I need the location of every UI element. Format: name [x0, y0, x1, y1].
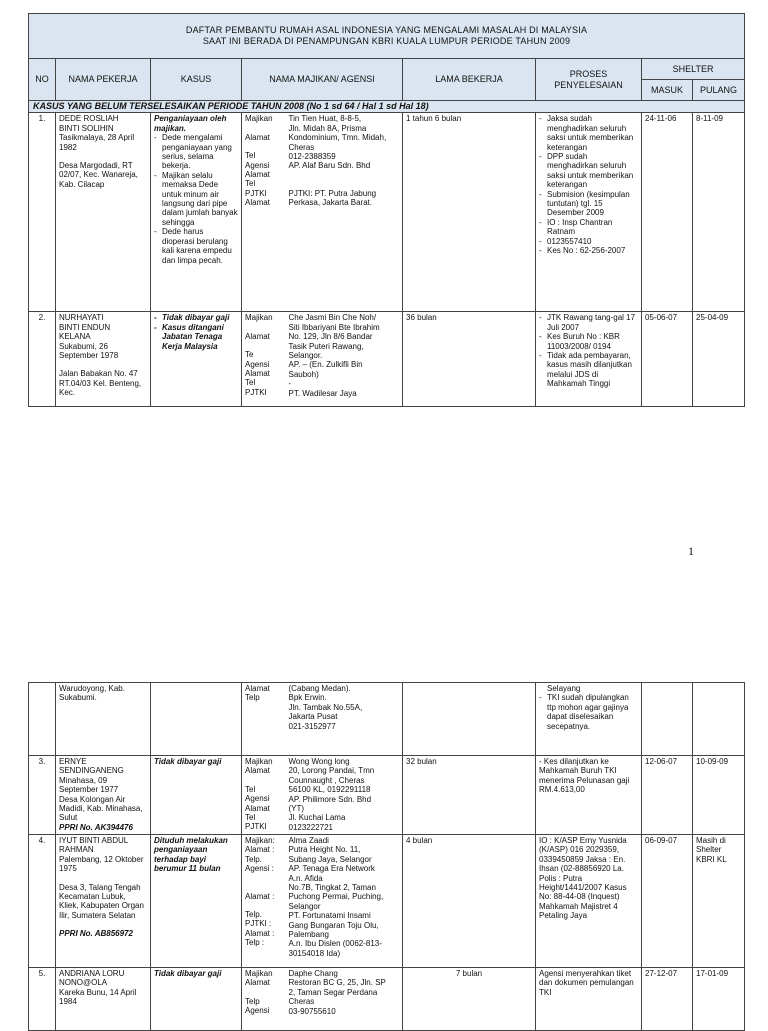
work-duration: 7 bulan [403, 968, 536, 1031]
label: Telp [245, 693, 260, 703]
detail-line: Restoran BC G, 25, Jln. SP [288, 978, 386, 988]
process-item: - TKI sudah dipulangkan ttp mohon agar gajinya dapat diselesaikan secepatnya. [539, 693, 638, 731]
process-item: - Kes Buruh No : KBR 11003/2008/ 0194 [539, 332, 638, 351]
worker-birth: Kareka Bunu, 14 April 1984 [59, 987, 137, 1007]
worker-address: Warudoyong, Kab. Sukabumi. [56, 683, 151, 756]
employer-labels [242, 756, 286, 835]
label: Agensi [245, 1006, 270, 1016]
process-item: - IO : Insp Chantran Ratnam [539, 218, 638, 237]
detail-line: Jl. Kuchai Lama [288, 813, 346, 823]
shelter-masuk: 24-11-06 [642, 113, 693, 312]
shelter-masuk: 05-06-07 [642, 312, 693, 407]
employer-details [286, 968, 403, 1031]
worker-name: BINTI SOLIHIN [59, 123, 114, 133]
label: Alamat [245, 170, 270, 180]
document-title [29, 14, 745, 59]
worker-address: Desa 3, Talang Tengah Kecamatan Lubuk, Kliek, Kabupaten Organ Ilir, Sumatera Selatan [59, 882, 144, 920]
label: Telp : [245, 938, 265, 948]
detail-line: AP. Tenaga Era Network [288, 864, 375, 874]
detail-line: Counnaught , Cheras [288, 775, 365, 785]
label: PJTKI [245, 188, 267, 198]
detail-line: Wong Wong long [288, 757, 350, 766]
detail-line: A.n. Afida [288, 873, 323, 883]
detail-line: 30154018 Ida) [288, 948, 341, 958]
detail-line: A.n. Ibu Dislen (0062-813- [288, 939, 382, 949]
detail-line: AP. Philimore Sdn. Bhd [288, 794, 372, 804]
worker-name: RAHMAN [59, 845, 94, 855]
label: Agensi [245, 359, 270, 369]
label: Telp. [245, 910, 262, 920]
case-item: - Majikan selalu memaksa Dede untuk minum air langsung dari pipe dalam jumlah banyak sehingga [154, 171, 238, 227]
detail-line: AP. – (En. Zulkifli Bin [288, 360, 363, 370]
detail-line: Selangor [288, 901, 321, 911]
label: Alamat [245, 198, 270, 208]
worker-birth: Tasikmalaya, 28 April 1982 [59, 133, 135, 152]
row-number: 1. [29, 113, 56, 312]
shelter-pulang: 17-01-09 [693, 968, 745, 1031]
column-header-majikan: NAMA MAJIKAN/ AGENSI [242, 59, 403, 101]
shelter-masuk: 06-09-07 [642, 835, 693, 968]
section-title: KASUS YANG BELUM TERSELESAIKAN PERIODE TAHUN 2008 (No 1 sd 64 / Hal 1 sd Hal 18) [29, 101, 745, 113]
worker-name: NURHAYATI [59, 313, 104, 323]
passport-number: PPRI No. AK394476 [59, 822, 133, 832]
detail-line: 20, Lorong Pandai, Tmn [288, 766, 375, 776]
shelter-pulang: 8-11-09 [693, 113, 745, 312]
settlement-process [536, 113, 642, 312]
employer-details [286, 835, 403, 968]
row-number: 2. [29, 312, 56, 407]
detail-line: 012-2388359 [288, 152, 336, 162]
detail-line: Cheras [288, 997, 315, 1007]
detail-line: Selangor. [288, 351, 323, 361]
detail-line: Palembang [288, 930, 329, 940]
column-header-nama: NAMA PEKERJA [56, 59, 151, 101]
label: Majikan [245, 114, 273, 124]
label: Alamat : [245, 891, 275, 901]
process-item: - JTK Rawang tang-gal 17 Juli 2007 [539, 313, 638, 332]
column-header-lama: LAMA BEKERJA [403, 59, 536, 101]
detail-line: (Cabang Medan). [288, 684, 351, 693]
worker-birth: Sukabumi, 26 September 1978 [59, 341, 119, 361]
worker-info [56, 113, 151, 312]
detail-line: - [288, 379, 292, 389]
detail-line: Daphe Chang [288, 969, 338, 978]
worker-info [56, 312, 151, 407]
detail-line: Bpk Erwin. [288, 693, 327, 703]
row-number: 5. [29, 968, 56, 1031]
worker-address: Desa Margodadi, RT 02/07, Kec. Wanareja, Kab. Cilacap [59, 161, 138, 189]
work-duration: 1 tahun 6 bulan [403, 113, 536, 312]
column-header-pulang: PULANG [693, 80, 745, 101]
label: Majikan [245, 313, 273, 323]
label: Tel [245, 378, 256, 388]
employer-details [286, 312, 403, 407]
process-item: Selayang [547, 684, 581, 693]
label: Telp. [245, 854, 262, 864]
detail-line: 021-3152977 [288, 721, 336, 731]
case-description [151, 113, 242, 312]
label: Alamat [245, 331, 270, 341]
employer-details [286, 756, 403, 835]
worker-birth: Palembang, 12 Oktober 1975 [59, 854, 144, 874]
case-table-page-2 [28, 682, 745, 1031]
work-duration: 32 bulan [403, 756, 536, 835]
shelter-pulang: Masih di Shelter KBRI KL [693, 835, 745, 968]
worker-name: ERNYE [59, 757, 87, 766]
detail-line: PT. Wadilesar Jaya [288, 388, 357, 398]
shelter-masuk: 12-06-07 [642, 756, 693, 835]
detail-line: 03-90755610 [288, 1006, 336, 1016]
table-row [29, 968, 745, 1031]
label: Alamat [245, 978, 270, 988]
detail-line: Jakarta Pusat [288, 712, 338, 722]
table-row [29, 113, 745, 312]
process-item: - DPP sudah menghadirkan seluruh saksi untuk memberikan keterangan [539, 152, 638, 190]
label: Alamat [245, 766, 270, 776]
detail-line: No. 129, Jln 8/6 Bandar [288, 332, 373, 342]
detail-line: Subang Jaya, Selangor [288, 854, 372, 864]
case-description: Tidak dibayar gaji [151, 756, 242, 835]
passport-number: PPRI No. AB856972 [59, 929, 133, 939]
title-line-2: SAAT INI BERADA DI PENAMPUNGAN KBRI KUALA LUMPUR PERIODE TAHUN 2009 [202, 36, 571, 46]
column-header-masuk: MASUK [642, 80, 693, 101]
detail-line: (YT) [288, 804, 305, 814]
table-row [29, 835, 745, 968]
employer-labels [242, 312, 286, 407]
detail-line: 0123222721 [288, 822, 333, 832]
label: Telp [245, 996, 260, 1006]
employer-labels [242, 835, 286, 968]
worker-name: KELANA [59, 332, 91, 342]
detail-line: Sauboh) [288, 369, 319, 379]
process-item: - Jaksa sudah menghadirkan seluruh saksi untuk memberikan keterangan [539, 114, 638, 152]
worker-name: BINTI ENDUN [59, 322, 111, 332]
detail-line: Che Jasmi Bin Che Noh/ [288, 313, 377, 323]
label: Majikan [245, 969, 273, 978]
employer-details [286, 683, 403, 756]
label: Te [245, 350, 254, 360]
detail-line: PJTKI: PT. Putra Jabung [288, 188, 377, 198]
worker-info [56, 968, 151, 1031]
worker-name: IYUT BINTI ABDUL [59, 836, 129, 845]
page-number: 1 [688, 544, 694, 558]
label: Alamat [245, 132, 270, 142]
detail-line: Jln. Tambak No.55A, [288, 702, 363, 712]
worker-info [56, 756, 151, 835]
label: Tel [245, 151, 256, 161]
employer-details [286, 113, 403, 312]
detail-line: Tin Tien Huat, 8-8-5, [288, 114, 362, 124]
worker-address: Jalan Babakan No. 47 RT.04/03 Kel. Benteng, Kec. [59, 369, 142, 398]
worker-name: ANDRIANA LORU [59, 969, 125, 978]
case-description [151, 312, 242, 407]
detail-line: Gang Bungaran Toju Olu, [288, 920, 379, 930]
case-description: Tidak dibayar gaji [151, 968, 242, 1031]
detail-line: 56100 KL, 0192291118 [288, 785, 371, 795]
label: Tel [245, 179, 256, 189]
detail-line: Putra Height No. 11, [288, 845, 361, 855]
label: Agensi : [245, 864, 274, 874]
case-item: - Tidak dibayar gaji [154, 313, 238, 322]
settlement-process [536, 683, 642, 756]
column-header-kasus: KASUS [151, 59, 242, 101]
case-description: Dituduh melakukan penganiayaan terhadap bayi berumur 11 bulan [151, 835, 242, 968]
table-row [29, 312, 745, 407]
detail-line: Perkasa, Jakarta Barat. [288, 198, 373, 208]
process-item: - Submision (kesimpulan tuntutan) tgl. 15 Desember 2009 [539, 190, 638, 218]
detail-line: Siti Ibbariyani Bte Ibrahim [288, 322, 380, 332]
label: Majikan: [245, 836, 275, 845]
detail-line: Puchong Permai, Puching, [288, 892, 384, 902]
settlement-process [536, 312, 642, 407]
employer-labels [242, 968, 286, 1031]
column-header-proses: PROSES PENYELESAIAN [536, 59, 642, 101]
label: PJTKI : [245, 919, 272, 929]
settlement-process: - Kes dilanjutkan ke Mahkamah Buruh TKI menerima Pelunasan gaji RM.4.613,00 [536, 756, 642, 835]
label: PJTKI [245, 822, 267, 832]
worker-birth: Minahasa, 09 September 1977 [59, 775, 119, 795]
detail-line: Alma Zaadi [288, 836, 329, 845]
label: Alamat [245, 369, 270, 379]
label: Alamat [245, 803, 270, 813]
detail-line: No.7B, Tingkat 2, Taman [288, 883, 376, 893]
row-number: 3. [29, 756, 56, 835]
label: Majikan [245, 757, 273, 766]
case-item: - Dede harus dioperasi berulang kali karena empedu dan limpa pecah. [154, 227, 238, 265]
label: PJTKI [245, 387, 267, 397]
column-header-no: NO [29, 59, 56, 101]
work-duration: 36 bulan [403, 312, 536, 407]
case-table-page-1 [28, 13, 745, 407]
case-item: - Kasus ditangani Jabatan Tenaga Kerja Malaysia [154, 323, 238, 351]
process-item: - 0123557410 [539, 237, 638, 246]
shelter-pulang: 10-09-09 [693, 756, 745, 835]
settlement-process: Agensi menyerahkan tiket dan dokumen pemulangan TKI [536, 968, 642, 1031]
table-row-continued [29, 683, 745, 756]
label: Alamat : [245, 928, 275, 938]
detail-line: Kondominium, Tmn. Midah, [288, 133, 387, 143]
employer-labels [242, 683, 286, 756]
shelter-pulang: 25-04-09 [693, 312, 745, 407]
detail-line: PT. Fortunatami Insami [288, 911, 371, 921]
detail-line: Tasik Puteri Rawang, [288, 341, 364, 351]
work-duration: 4 bulan [403, 835, 536, 968]
label: Tel [245, 813, 256, 823]
worker-name: DEDE ROSLIAH [59, 114, 119, 124]
label: Tel [245, 784, 256, 794]
case-item: - Dede mengalami penganiayaan yang serius, selama bekerja. [154, 133, 238, 171]
label: Alamat : [245, 845, 275, 855]
process-item: - Kes No : 62-256-2007 [539, 246, 638, 255]
label: Agensi [245, 160, 270, 170]
column-header-shelter: SHELTER [642, 59, 745, 80]
worker-info [56, 835, 151, 968]
detail-line: Jln. Midah 8A, Prisma [288, 123, 367, 133]
worker-name: SENDINGANENG [59, 766, 124, 776]
title-line-1: DAFTAR PEMBANTU RUMAH ASAL INDONESIA YANG MENGALAMI MASALAH DI MALAYSIA [185, 25, 588, 35]
worker-name: NONO@OLA [59, 978, 108, 988]
worker-address: Desa Kolongan Air Madidi, Kab. Minahasa, Sulut [59, 794, 143, 823]
table-row [29, 756, 745, 835]
label: Alamat [245, 684, 270, 693]
detail-line: AP. Alaf Baru Sdn. Bhd [288, 161, 371, 171]
detail-line: 2, Taman Segar Perdana [288, 987, 378, 997]
detail-line: Cheras [288, 142, 315, 152]
process-item: - Tidak ada pembayaran, kasus masih dilanjutkan melalui JDS di Mahkamah Tinggi [539, 351, 638, 389]
shelter-masuk: 27-12-07 [642, 968, 693, 1031]
settlement-process: IO : K/ASP Erny Yusnida (K/ASP) 016 2029359, 0339450859 Jaksa : En. Ihsan (02-88856920 La. Polis : Putra Height/1441/2007 Kasus No: 88-44-08 (Inquest) Mahkamah Majistret 4 Petaling Jaya [536, 835, 642, 968]
case-title: Penganiayaan oleh majikan. [154, 114, 227, 133]
employer-labels [242, 113, 286, 312]
label: Agensi [245, 794, 270, 804]
row-number: 4. [29, 835, 56, 968]
